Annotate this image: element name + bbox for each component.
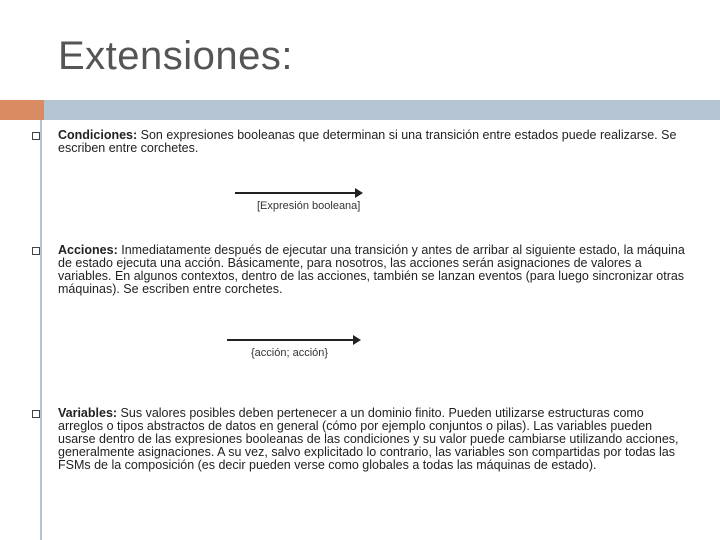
arrow-head-icon [355, 188, 363, 198]
condition-label: [Expresión booleana] [257, 200, 361, 212]
transition-arrow-line [227, 339, 355, 341]
condition-transition-figure [235, 192, 375, 224]
accent-vertical-line [40, 120, 42, 540]
square-bullet-icon [32, 132, 40, 140]
bullet-term: Acciones: [58, 243, 118, 257]
action-transition-figure [227, 339, 372, 371]
accent-bar-orange [0, 100, 44, 120]
bullet-variables [58, 407, 688, 472]
accent-bar-blue [44, 100, 720, 120]
slide-title: Extensiones: [58, 34, 294, 78]
bullet-acciones [58, 244, 688, 296]
transition-arrow-line [235, 192, 357, 194]
bullet-text: Inmediatamente después de ejecutar una transición y antes de arribar al siguiente estado, la máquina de estado ejecuta una acción. Básicamente, para nosotros, las acciones serán asignaciones de valores a variables. En algunos contextos, dentro de las acciones, también se lanzan eventos (para luego sincronizar otras máquinas). Se escriben entre corchetes. [58, 243, 685, 296]
bullet-text: Son expresiones booleanas que determinan si una transición entre estados puede realizarse. Se escriben entre corchetes. [58, 128, 677, 155]
square-bullet-icon [32, 247, 40, 255]
arrow-head-icon [353, 335, 361, 345]
bullet-condiciones [58, 129, 688, 155]
square-bullet-icon [32, 410, 40, 418]
bullet-term: Variables: [58, 406, 118, 420]
action-label: {acción; acción} [251, 347, 329, 359]
bullet-term: Condiciones: [58, 128, 138, 142]
bullet-text: Sus valores posibles deben pertenecer a un dominio finito. Pueden utilizarse estructuras como arreglos o tipos abstractos de datos en general (cómo por ejemplo conjuntos o pilas). Las variables pueden usarse dentro de las expresiones booleanas de las condiciones y su valor puede cambiarse utilizando acciones, generalmente asignaciones. A su vez, salvo explicitado lo contrario, las variables son compartidas por todas las FSMs de la composición (es decir pueden verse como globales a todas las máquinas de estado). [58, 406, 679, 472]
